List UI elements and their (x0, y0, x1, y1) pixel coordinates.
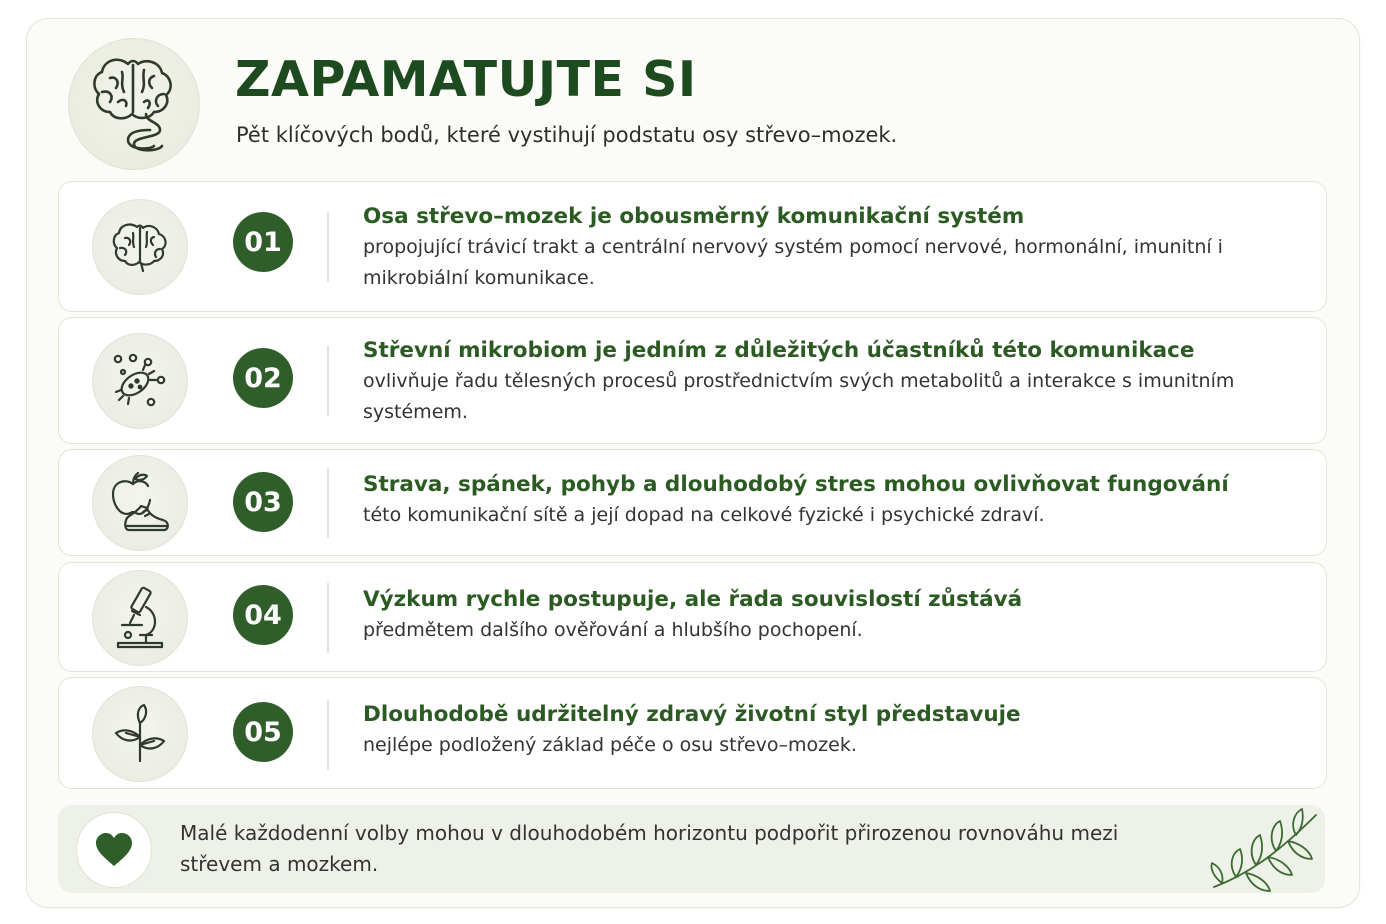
item-description: ovlivňuje řadu tělesných procesů prostřednictvím svých metabolitů a interakce s imunitním systémem. (363, 370, 1235, 423)
item-text (363, 700, 1293, 761)
brain-icon (92, 199, 188, 295)
sprout-icon (92, 686, 188, 782)
footer-text: Malé každodenní volby mohou v dlouhodobém horizontu podpořit přirozenou rovnováhu mezi střevem a mozkem. (180, 821, 1119, 876)
item-number-badge: 02 (233, 348, 293, 408)
item-title: Výzkum rychle postupuje, ale řada souvislostí zůstává (363, 587, 1023, 612)
item-number-badge: 05 (233, 702, 293, 762)
item-title: Strava, spánek, pohyb a dlouhodobý stres mohou ovlivňovat fungování (363, 472, 1229, 497)
list-item (58, 317, 1327, 444)
footer-note (58, 805, 1325, 893)
item-text (363, 202, 1293, 294)
item-text (363, 336, 1293, 428)
microbe-icon (92, 333, 188, 429)
divider (327, 212, 329, 282)
page-title: ZAPAMATUJTE SI (235, 51, 697, 108)
item-number-badge: 03 (233, 472, 293, 532)
leaf-branch-icon (1206, 805, 1326, 897)
list-item (58, 449, 1327, 556)
divider (327, 468, 329, 538)
item-description: propojující trávicí trakt a centrální nervový systém pomocí nervové, hormonální, imunitní i mikrobiální komunikace. (363, 236, 1223, 289)
item-title: Dlouhodobě udržitelný zdravý životní styl představuje (363, 702, 1021, 727)
item-number-badge: 04 (233, 585, 293, 645)
item-description: předmětem dalšího ověřování a hlubšího pochopení. (363, 619, 863, 641)
item-text (363, 585, 1293, 646)
heart-icon (76, 812, 152, 888)
divider (327, 700, 329, 770)
brain-gut-icon (68, 38, 200, 170)
item-description: této komunikační sítě a její dopad na celkové fyzické i psychické zdraví. (363, 504, 1045, 526)
list-item (58, 562, 1327, 672)
item-title: Střevní mikrobiom je jedním z důležitých účastníků této komunikace (363, 338, 1195, 363)
item-description: nejlépe podložený základ péče o osu střevo–mozek. (363, 734, 857, 756)
item-text (363, 470, 1293, 531)
microscope-icon (92, 570, 188, 666)
list-item (58, 181, 1327, 312)
list-item (58, 677, 1327, 789)
divider (327, 346, 329, 416)
item-title: Osa střevo–mozek je obousměrný komunikační systém (363, 204, 1025, 229)
divider (327, 583, 329, 653)
item-number-badge: 01 (233, 212, 293, 272)
apple-shoe-icon (92, 455, 188, 551)
page-subtitle: Pět klíčových bodů, které vystihují podstatu osy střevo–mozek. (236, 123, 898, 147)
